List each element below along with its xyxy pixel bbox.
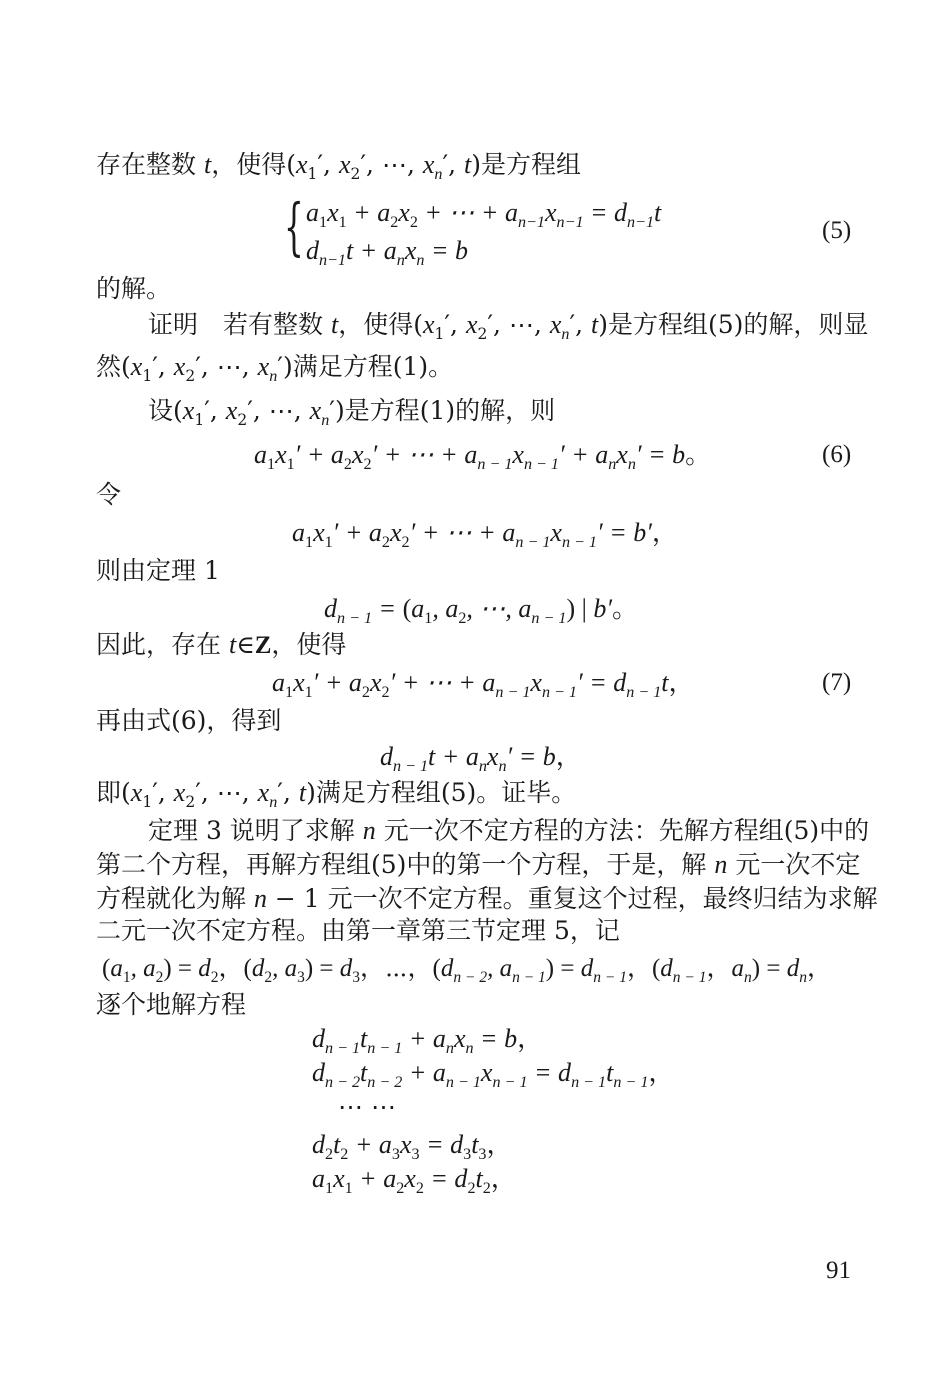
equation-b: $d_{n - 1}t + a_nx_n' = b$，	[380, 742, 582, 776]
equation-7: $a_1x_1' + a_2x_2'$ + ⋯ + $a_{n - 1}x_{n - 1}' = d_{n - 1}t$，	[272, 668, 695, 702]
solve-row: ⋯ ⋯	[338, 1092, 396, 1121]
text-line: 方程就化为解 n − 1 元一次不定方程。重复这个过程，最终归结为求解	[96, 884, 878, 913]
text-line: 逐个地解方程	[96, 990, 247, 1019]
system-row-1: $a_1x_1 + a_2x_2$ + ⋯ + $a_{n-1}x_{n-1} = d_{n-1}t$	[306, 198, 662, 232]
text-line: 第二个方程，再解方程组(5)中的第一个方程，于是，解 n 元一次不定	[96, 850, 861, 879]
brace-icon: {	[284, 190, 304, 263]
solve-row: $d_{n - 2}t_{n - 2} + a_{n - 1}x_{n - 1} = d_{n - 1}t_{n - 1}$，	[312, 1058, 675, 1092]
equation-6: $a_1x_1' + a_2x_2'$ + ⋯ + $a_{n - 1}x_{n - 1}' + a_nx_n' = b$。	[254, 440, 712, 474]
page-number: 91	[826, 1257, 851, 1284]
solve-row: $a_1x_1 + a_2x_2 = d_2t_2$，	[312, 1164, 517, 1198]
text-line: 二元一次不定方程。由第一章第三节定理 5，记	[96, 916, 620, 945]
equation-label: (7)	[822, 669, 852, 696]
gcd-chain: ($a_1$, $a_2) = d_2$，($d_2$, $a_3) = d_3$，⋯，($d_{n - 2}$, $a_{n - 1}) = d_{n - 1}$，($d_{n - 1}$，$a_n) = d_n$，	[102, 955, 832, 986]
text-line: 然($x_1'$, $x_2'$, ⋯, $x_n'$)满足方程(1)。	[96, 352, 454, 386]
text-line: 即($x_1'$, $x_2'$, ⋯, $x_n'$, t)满足方程组(5)。证毕。	[96, 778, 577, 812]
text-line: 证明 若有整数 t，使得($x_1'$, $x_2'$, ⋯, $x_n'$, t)是方程组(5)的解，则显	[148, 310, 869, 344]
text-line: 定理 3 说明了求解 n 元一次不定方程的方法：先解方程组(5)中的	[148, 816, 870, 845]
text-line: 则由定理 1	[96, 556, 220, 585]
equation-label: (6)	[822, 441, 852, 468]
text-line: 的解。	[96, 274, 172, 303]
solve-row: $d_2t_2 + a_3x_3 = d_3t_3$，	[312, 1130, 513, 1164]
equation-label: (5)	[822, 217, 852, 244]
text-line: 再由式(6)，得到	[96, 706, 282, 735]
text-line: 令	[96, 480, 122, 509]
solve-row: $d_{n - 1}t_{n - 1} + a_nx_n = b$，	[312, 1024, 544, 1058]
text-line: 存在整数 t，使得($x_1'$, $x_2'$, ⋯, $x_n'$, t)是方程组	[96, 150, 582, 184]
equation-b-prime: $a_1x_1' + a_2x_2'$ + ⋯ + $a_{n - 1}x_{n - 1}' = b'$，	[292, 518, 678, 552]
equation-divides: $d_{n - 1} = (a_1$, $a_2$, ⋯, $a_{n - 1}$) | b′。	[324, 594, 639, 628]
system-row-2: $d_{n-1}t + a_nx_n = b$	[306, 236, 468, 270]
text-line: 因此，存在 t∈Z，使得	[96, 630, 347, 659]
text-line: 设($x_1'$, $x_2'$, ⋯, $x_n'$)是方程(1)的解，则	[148, 396, 556, 430]
